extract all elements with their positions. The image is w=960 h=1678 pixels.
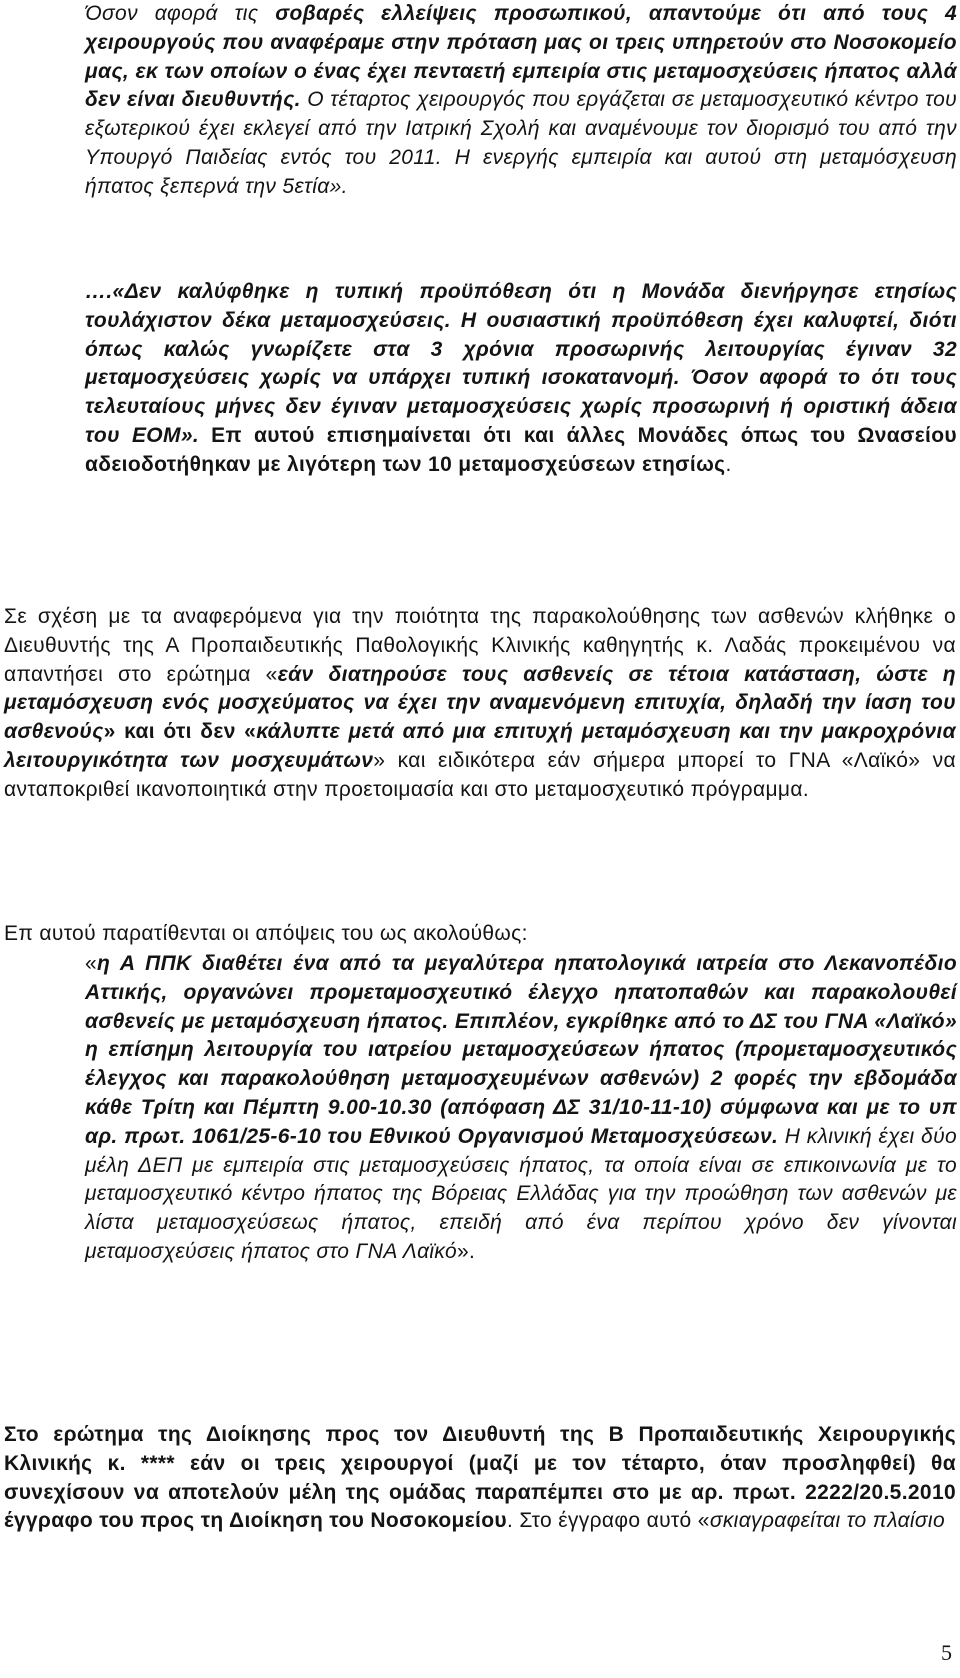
text-run: σοβαρές ελλείψεις προσωπικού, απαντούμε ότι από τους 4 χειρουργούς που αναφέραμε στην πρόταση μας οι τρεις υπηρετούν στο Νοσοκομείο μας, εκ των οποίων ο ένας έχει πενταετή εμπειρία στις μεταμοσχεύσεις ήπατος αλλά δεν είναι διευθυντής. <box>85 2 957 112</box>
paragraph-patient-monitoring <box>4 603 956 805</box>
text-run: σκιαγραφείται το πλαίσιο <box>709 1509 945 1533</box>
text-run: Η κλινική έχει δύο μέλη ΔΕΠ με εμπειρία στις μεταμοσχεύσεις ήπατος, τα οποία είναι σε επικοινωνία με το μεταμοσχευτικό κέντρο ήπατος της Βόρειας Ελλάδας για την προώθηση των ασθενών με λίστα μεταμοσχεύσεως ήπατος, επειδή από ένα περίπου χρόνο δεν γίνονται μεταμοσχεύσεις ήπατος στο ΓΝΑ Λαϊκό <box>85 1124 957 1263</box>
text-run: κάλυπτε μετά από μια επιτυχή μεταμόσχευση και την μακροχρόνια λειτουργικότητα των μοσχευμάτων <box>4 720 956 772</box>
text-run: Επ αυτού παρατίθενται οι απόψεις του ως ακολούθως: <box>4 922 528 945</box>
text-run: ». <box>457 1239 476 1263</box>
text-run: Σε σχέση με τα αναφερόμενα για την ποιότητα της παρακολούθησης των ασθενών κλήθηκε ο Διευθυντής της Α Προπαιδευτικής Παθολογικής Κλινικής καθηγητής κ. Λαδάς προκειμένου να απαντήσει στο ερώτημα « <box>4 605 956 686</box>
text-run: Η ουσιαστική προϋπόθεση έχει καλυφτεί, διότι όπως καλώς γνωρίζετε στα 3 χρόνια προσωρινής λειτουργίας έγιναν 32 μεταμοσχεύσεις χωρίς να υπάρχει τυπική ισοκατανομή. Όσον αφορά το ότι τους τελευταίους μήνες δεν έγιναν μεταμοσχεύσεις χωρίς προσωρινή ή οριστική άδεια του ΕΟΜ». <box>85 308 957 447</box>
text-run: Στο ερώτημα της Διοίκησης προς τον Διευθυντή της Β Προπαιδευτικής Χειρουργικής Κλινικής κ. **** εάν οι τρεις χειρουργοί (μαζί με τον τέταρτο, όταν προσληφθεί) θα συνεχίσουν να αποτελούν μέλη της ομάδας παραπέμπει στο με αρ. πρωτ. 2222/20.5.2010 έγγραφο του προς τη Διοίκηση του Νοσοκομείου <box>4 1423 956 1533</box>
text-run: εάν διατηρούσε τους ασθενείς σε τέτοια κατάσταση, ώστε η μεταμόσχευση ενός μοσχεύματος να έχει την αναμενόμενη επιτυχία, δηλαδή την ίαση του ασθενούς <box>4 662 956 744</box>
text-run: . Στο έγγραφο αυτό « <box>506 1509 710 1533</box>
page-number: 5 <box>941 1640 952 1665</box>
paragraph-administration-question <box>4 1421 956 1536</box>
paragraph-staff-shortages <box>85 0 957 202</box>
text-run: « <box>85 952 98 975</box>
paragraph-views-intro <box>4 920 956 949</box>
text-run: Ο τέταρτος χειρουργός που εργάζεται σε μεταμοσχευτικό κέντρο του εξωτερικού έχει εκλεγεί από την Ιατρική Σχολή και αναμένουμε τον διορισμό του από την Υπουργό Παιδείας εντός του 2011. Η ενεργής εμπειρία και αυτού στη μεταμόσχευση ήπατος ξεπερνά την 5ετία». <box>85 88 957 198</box>
text-run: . <box>725 452 732 476</box>
text-run: η Α ΠΠΚ διαθέτει ένα από τα μεγαλύτερα ηπατολογικά ιατρεία στο Λεκανοπέδιο Αττικής, οργανώνει προμεταμοσχευτικό έλεγχο ηπατοπαθών και παρακολουθεί ασθενείς με μεταμόσχευση ήπατος. Επιπλέον, εγκρίθηκε από το ΔΣ του ΓΝΑ «Λαϊκό» η επίσημη λειτουργία του ιατρείου μεταμοσχεύσεων ήπατος (προμεταμοσχευτικός έλεγχος και παρακολούθηση μεταμοσχευμένων ασθενών) 2 φορές την εβδομάδα κάθε Τρίτη και Πέμπτη 9.00-10.30 (απόφαση ΔΣ 31/10-11-10) σύμφωνα και με το υπ αρ. πρωτ. 1061/25-6-10 του Εθνικού Οργανισμού Μεταμοσχεύσεων. <box>85 952 957 1148</box>
text-run: ….«Δεν καλύφθηκε η τυπική προϋπόθεση ότι η Μονάδα διενήργησε ετησίως τουλάχιστον δέκα μεταμοσχεύσεις. <box>85 280 957 332</box>
paragraph-clinic-statement <box>85 950 957 1267</box>
paragraph-transplant-requirement <box>85 278 957 480</box>
text-run: » και ειδικότερα εάν σήμερα μπορεί το ΓΝΑ «Λαϊκό» να ανταποκριθεί ικανοποιητικά στην προετοιμασία και στο μεταμοσχευτικό πρόγραμμα. <box>4 748 956 801</box>
text-run: Επ αυτού επισημαίνεται ότι και άλλες Μονάδες όπως του Ωνασείου αδειοδοτήθηκαν με λιγότερη των 10 μεταμοσχεύσεων ετησίως <box>85 423 957 476</box>
text-run: » και ότι δεν « <box>103 720 257 744</box>
text-run: Όσον αφορά τις <box>85 2 276 25</box>
